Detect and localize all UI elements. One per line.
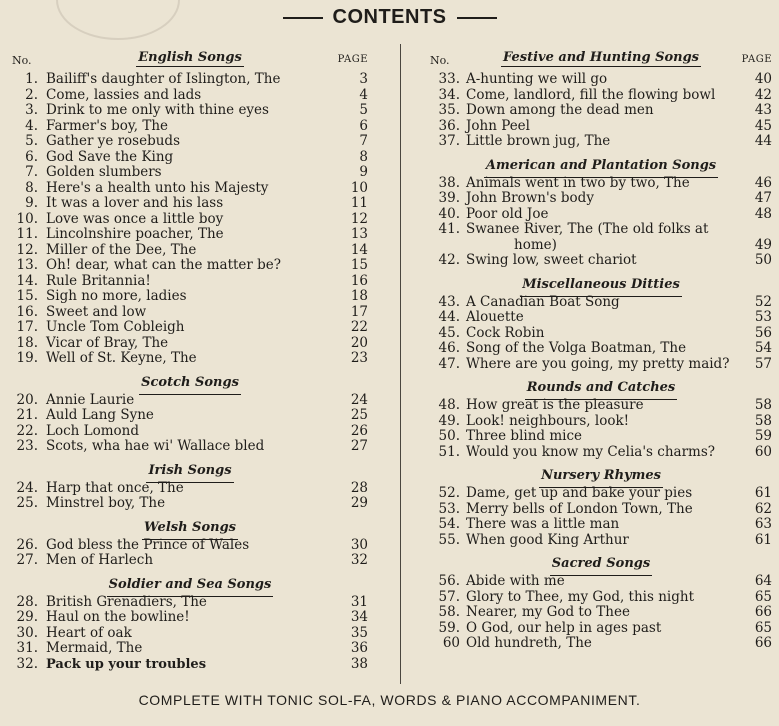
column-header [12,46,368,72]
entry-title: Here's a health unto his Majesty [46,179,269,196]
entry-number: 20. [16,391,38,408]
entry-number: 36. [438,117,460,134]
entry-page: 20 [350,334,368,351]
contents-entry [12,274,368,290]
section-heading [430,552,772,574]
title-rule-right [457,17,497,19]
entry-title: Down among the dead men [466,102,654,118]
entry-page: 66 [754,635,772,651]
entry-title: Vicar of Bray, The [46,334,169,351]
section-heading [12,46,368,67]
entry-number: 4. [25,117,38,134]
entry-number: 28. [16,593,38,610]
entry-number: 33. [438,71,460,87]
entry-number: 30. [16,624,38,641]
entry-page: 44 [754,133,772,149]
entry-title: God Save the King [46,148,174,165]
contents-entry [430,222,772,238]
entry-number: 50. [438,428,460,444]
entry-title: A Canadian Boat Song [466,293,620,310]
column-divider [400,44,401,684]
contents-entry [430,253,772,269]
entry-number: 10. [16,210,38,227]
entry-number: 6. [25,148,38,165]
entry-page: 27 [350,438,368,454]
contents-entry [12,351,368,367]
contents-entry [430,310,772,326]
entry-title: Annie Laurie [46,391,135,408]
entry-title: When good King Arthur [466,531,629,548]
entry-number: 45. [438,324,460,341]
contents-entry [430,191,772,207]
entry-page: 10 [350,179,368,196]
contents-entry [430,605,772,621]
entry-title: Lincolnshire poacher, The [46,226,224,242]
entry-title: God bless the Prince of Wales [46,536,250,553]
contents-entry [12,657,368,673]
section-heading [12,573,368,595]
section-title: Sacred Songs [550,554,652,576]
contents-entry [12,408,368,424]
entry-number: 18. [16,334,38,351]
entry-number: 53. [438,500,460,517]
entry-page: 42 [754,86,772,103]
entry-page: 56 [754,324,772,341]
entry-page: 8 [359,148,368,165]
entry-number: 16. [16,303,38,320]
entry-page: 61 [754,485,772,501]
contents-entry [430,414,772,430]
column-header [430,46,772,72]
section-title: Rounds and Catches [525,378,678,400]
entry-number: 34. [438,86,460,103]
contents-entry [12,165,368,181]
contents-entry [12,305,368,321]
entry-page: 24 [350,391,368,408]
entry-title: home) [514,236,557,253]
entry-page: 57 [754,355,772,372]
entry-page: 49 [754,236,772,253]
contents-entry [12,150,368,166]
entry-title: Loch Lomond [46,422,139,439]
entry-title: A-hunting we will go [466,71,608,87]
contents-entry [430,502,772,518]
entry-title: Men of Harlech [46,552,154,568]
entry-page: 3 [359,71,368,87]
entry-page: 26 [350,422,368,439]
entry-number: 32. [16,655,38,672]
entry-page: 36 [350,640,368,656]
entry-number: 59. [438,619,460,636]
entry-title: Golden slumbers [46,164,162,180]
entry-title: Come, lassies and lads [46,86,202,103]
contents-entry [12,72,368,88]
section-heading [12,459,368,481]
entry-title: Abide with me [466,573,565,589]
entry-page: 28 [350,479,368,496]
title-rule-left [283,17,323,19]
entry-title: It was a lover and his lass [46,195,224,211]
contents-entry [430,621,772,637]
entry-number: 54. [438,516,460,532]
entry-page: 6 [359,117,368,134]
contents-entry [430,88,772,104]
contents-entry [12,227,368,243]
section-title: Festive and Hunting Songs [502,50,699,65]
entry-page: 32 [350,552,368,568]
entry-page: 31 [350,593,368,610]
entry-number: 40. [438,205,460,222]
entry-page: 59 [754,428,772,444]
entry-title: John Brown's body [466,190,594,206]
page-title [0,6,779,29]
entry-page: 11 [350,195,368,211]
entry-title: Rule Britannia! [46,272,151,289]
entry-number: 5. [25,133,38,149]
entry-number: 3. [25,102,38,118]
entry-number: 12. [16,241,38,258]
title-text: CONTENTS [332,6,447,28]
contents-entry [430,295,772,311]
contents-entry [12,320,368,336]
entry-title: Three blind mice [466,428,582,444]
entry-title: Love was once a little boy [46,210,224,227]
entry-title: British Grenadiers, The [46,593,207,610]
entry-number: 37. [438,133,460,149]
entry-title: Well of St. Keyne, The [46,350,197,366]
contents-entry [430,176,772,192]
contents-entry [12,595,368,611]
entry-title: Drink to me only with thine eyes [46,102,269,118]
entry-page: 12 [350,210,368,227]
entry-number: 46. [438,340,460,356]
contents-entry [430,590,772,606]
entry-page: 9 [359,164,368,180]
contents-entry [12,424,368,440]
entry-page: 15 [350,257,368,273]
entry-title: Merry bells of London Town, The [466,500,693,517]
entry-title: Harp that once, The [46,479,184,496]
entry-title: Minstrel boy, The [46,495,166,511]
entry-title: Pack up your troubles [46,656,207,672]
entry-number: 2. [25,86,38,103]
no-label: No. [430,54,450,67]
entry-number: 31. [16,640,38,656]
entry-number: 52. [438,485,460,501]
entry-number: 47. [438,355,460,372]
entry-number: 58. [438,604,460,620]
entry-title: Old hundreth, The [466,635,592,651]
entry-number: 39. [438,190,460,206]
entry-title: Little brown jug, The [466,133,611,149]
entry-title: How great is the pleasure [466,397,644,413]
entry-title: Cock Robin [466,324,545,341]
entry-title: Miller of the Dee, The [46,241,197,258]
entry-number: 51. [438,443,460,460]
contents-entry [430,72,772,88]
contents-entry [430,207,772,223]
contents-entry [12,181,368,197]
entry-title: Would you know my Celia's charms? [466,443,715,460]
section-title: Irish Songs [146,461,233,483]
section-heading [430,46,772,67]
entry-title: Oh! dear, what can the matter be? [46,257,282,273]
entry-page: 54 [754,340,772,356]
entry-title: Sweet and low [46,303,147,320]
section-title: Nursery Rhymes [539,466,663,488]
entry-title: Glory to Thee, my God, this night [466,588,694,605]
no-label: No. [12,54,32,67]
entry-page: 30 [350,536,368,553]
contents-entry [430,326,772,342]
contents-entry [12,393,368,409]
contents-entry [12,119,368,135]
entry-title: Alouette [466,309,524,325]
contents-entry [430,134,772,150]
entry-page: 34 [350,609,368,625]
left-column [12,46,368,672]
entry-page: 22 [350,319,368,335]
entry-page: 48 [754,205,772,222]
entry-number: 57. [438,588,460,605]
contents-entry [12,134,368,150]
entry-number: 7. [25,164,38,180]
contents-entry [12,212,368,228]
entry-page: 4 [359,86,368,103]
entry-title: Haul on the bowline! [46,609,190,625]
contents-entry [12,103,368,119]
entry-title: Poor old Joe [466,205,549,222]
entry-page: 43 [754,102,772,118]
contents-entry [430,517,772,533]
contents-entry [12,641,368,657]
entry-number: 35. [438,102,460,118]
entry-page: 52 [754,293,772,310]
entry-page: 17 [350,303,368,320]
contents-entry [430,357,772,373]
entry-number: 38. [438,174,460,191]
entry-title: Bailiff's daughter of Islington, The [46,71,281,87]
entry-title: Dame, get up and bake your pies [466,485,693,501]
contents-entry [430,398,772,414]
entry-page: 35 [350,624,368,641]
contents-entry [430,429,772,445]
entry-number: 29. [16,609,38,625]
footer-note: COMPLETE WITH TONIC SOL-FA, WORDS & PIANO ACCOMPANIMENT. [138,692,641,708]
right-column [430,46,772,652]
entry-page: 53 [754,309,772,325]
entry-number: 56. [438,573,460,589]
entry-page: 65 [754,588,772,605]
entry-page: 60 [754,443,772,460]
section-title: Scotch Songs [139,373,241,395]
entry-number: 41. [438,221,460,237]
entry-number: 22. [16,422,38,439]
section-title: Miscellaneous Ditties [520,275,682,297]
section-heading [430,376,772,398]
entry-title: Farmer's boy, The [46,117,169,134]
section-title: Welsh Songs [142,518,238,540]
entry-number: 24. [16,479,38,496]
contents-entry [12,88,368,104]
entry-title: There was a little man [466,516,620,532]
page-label: PAGE [741,54,772,65]
section-title: American and Plantation Songs [484,156,718,178]
entry-title: Sigh no more, ladies [46,288,187,304]
entry-title: Swing low, sweet chariot [466,252,637,268]
entry-title: Gather ye rosebuds [46,133,180,149]
entry-page: 50 [754,252,772,268]
entry-title: O God, our help in ages past [466,619,662,636]
contents-entry [12,243,368,259]
entry-title: Mermaid, The [46,640,143,656]
entry-number: 17. [16,319,38,335]
entry-page: 46 [754,174,772,191]
contents-entry [430,486,772,502]
entry-number: 21. [16,407,38,423]
entry-title: Swanee River, The (The old folks at [466,221,709,237]
entry-page: 66 [754,604,772,620]
entry-page: 14 [350,241,368,258]
entry-title: Heart of oak [46,624,132,641]
entry-page: 23 [350,350,368,366]
entry-page: 7 [359,133,368,149]
contents-entry [12,626,368,642]
entry-number: 25. [16,495,38,511]
entry-number: 13. [16,257,38,273]
contents-entry [430,533,772,549]
entry-page: 29 [350,495,368,511]
contents-entry [430,445,772,461]
contents-entry [12,538,368,554]
entry-number: 26. [16,536,38,553]
contents-entry [12,196,368,212]
entry-number: 9. [25,195,38,211]
entry-title: Come, landlord, fill the flowing bowl [466,86,716,103]
entry-number: 49. [438,412,460,429]
entry-title: Auld Lang Syne [46,407,154,423]
entry-number: 60 [442,635,460,651]
contents-entry [430,238,772,254]
entry-number: 14. [16,272,38,289]
contents-entry [12,610,368,626]
entry-page: 58 [754,412,772,429]
contents-entry [12,481,368,497]
section-title: Soldier and Sea Songs [107,575,274,597]
contents-entry [430,636,772,652]
page-label: PAGE [337,54,368,65]
entry-number: 15. [16,288,38,304]
entry-title: Where are you going, my pretty maid? [466,355,730,372]
contents-entry [12,439,368,455]
contents-entry [430,119,772,135]
entry-title: Nearer, my God to Thee [466,604,630,620]
entry-page: 58 [754,397,772,413]
entry-number: 44. [438,309,460,325]
entry-title: Uncle Tom Cobleigh [46,319,185,335]
entry-number: 42. [438,252,460,268]
entry-title: Look! neighbours, look! [466,412,630,429]
contents-entry [12,496,368,512]
section-heading [12,516,368,538]
contents-entry [430,341,772,357]
section-heading [430,154,772,176]
entry-number: 43. [438,293,460,310]
entry-page: 47 [754,190,772,206]
contents-entry [12,289,368,305]
entry-title: Scots, wha hae wi' Wallace bled [46,438,265,454]
entry-number: 23. [16,438,38,454]
entry-page: 38 [350,655,368,672]
entry-title: Animals went in two by two, The [466,174,690,191]
entry-page: 5 [359,102,368,118]
entry-page: 61 [754,531,772,548]
entry-title: Song of the Volga Boatman, The [466,340,687,356]
entry-page: 16 [350,272,368,289]
entry-page: 64 [754,573,772,589]
section-heading [12,371,368,393]
section-heading [430,464,772,486]
entry-page: 45 [754,117,772,134]
entry-number: 11. [16,226,38,242]
contents-entry [12,258,368,274]
entry-title: John Peel [466,117,530,134]
entry-page: 40 [754,71,772,87]
entry-number: 1. [25,71,38,87]
contents-entry [430,103,772,119]
entry-page: 65 [754,619,772,636]
section-title: English Songs [138,50,242,65]
entry-page: 18 [350,288,368,304]
entry-number: 55. [438,531,460,548]
entry-page: 25 [350,407,368,423]
contents-entry [12,336,368,352]
section-heading [430,273,772,295]
contents-entry [12,553,368,569]
contents-entry [430,574,772,590]
entry-page: 62 [754,500,772,517]
entry-number: 19. [16,350,38,366]
entry-number: 27. [16,552,38,568]
entry-number: 8. [25,179,38,196]
entry-number: 48. [438,397,460,413]
entry-page: 13 [350,226,368,242]
entry-page: 63 [754,516,772,532]
